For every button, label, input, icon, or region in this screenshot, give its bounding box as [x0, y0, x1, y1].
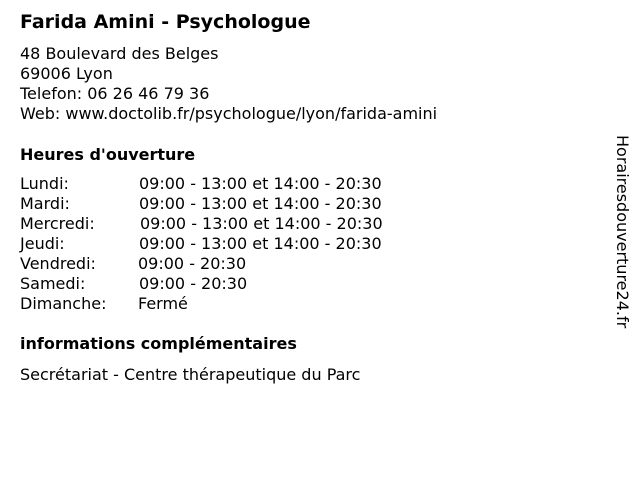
street-address: 48 Boulevard des Belges	[20, 44, 219, 63]
day-label: Mardi:	[20, 194, 70, 213]
day-label: Samedi:	[20, 274, 86, 293]
additional-info-heading: informations complémentaires	[20, 334, 297, 353]
additional-info-text: Secrétariat - Centre thérapeutique du Parc	[20, 365, 361, 384]
day-hours: 09:00 - 20:30	[139, 274, 248, 293]
site-watermark: Horairesdouverture24.fr	[613, 135, 632, 329]
day-hours: 09:00 - 13:00 et 14:00 - 20:30	[139, 234, 382, 253]
opening-hours-heading: Heures d'ouverture	[20, 145, 196, 164]
day-label: Jeudi:	[20, 234, 65, 253]
day-label: Vendredi:	[20, 254, 96, 273]
day-label: Mercredi:	[20, 214, 95, 233]
day-label: Lundi:	[20, 174, 69, 193]
day-hours: Fermé	[138, 294, 188, 313]
day-hours: 09:00 - 13:00 et 14:00 - 20:30	[140, 214, 383, 233]
day-label: Dimanche:	[20, 294, 107, 313]
website-url: Web: www.doctolib.fr/psychologue/lyon/farida-amini	[20, 104, 438, 123]
phone-number: Telefon: 06 26 46 79 36	[20, 84, 210, 103]
page-title: Farida Amini - Psychologue	[20, 11, 311, 33]
day-hours: 09:00 - 13:00 et 14:00 - 20:30	[139, 194, 382, 213]
day-hours: 09:00 - 13:00 et 14:00 - 20:30	[139, 174, 382, 193]
address-block	[20, 44, 437, 124]
city-postal: 69006 Lyon	[20, 64, 113, 83]
day-hours: 09:00 - 20:30	[138, 254, 247, 273]
